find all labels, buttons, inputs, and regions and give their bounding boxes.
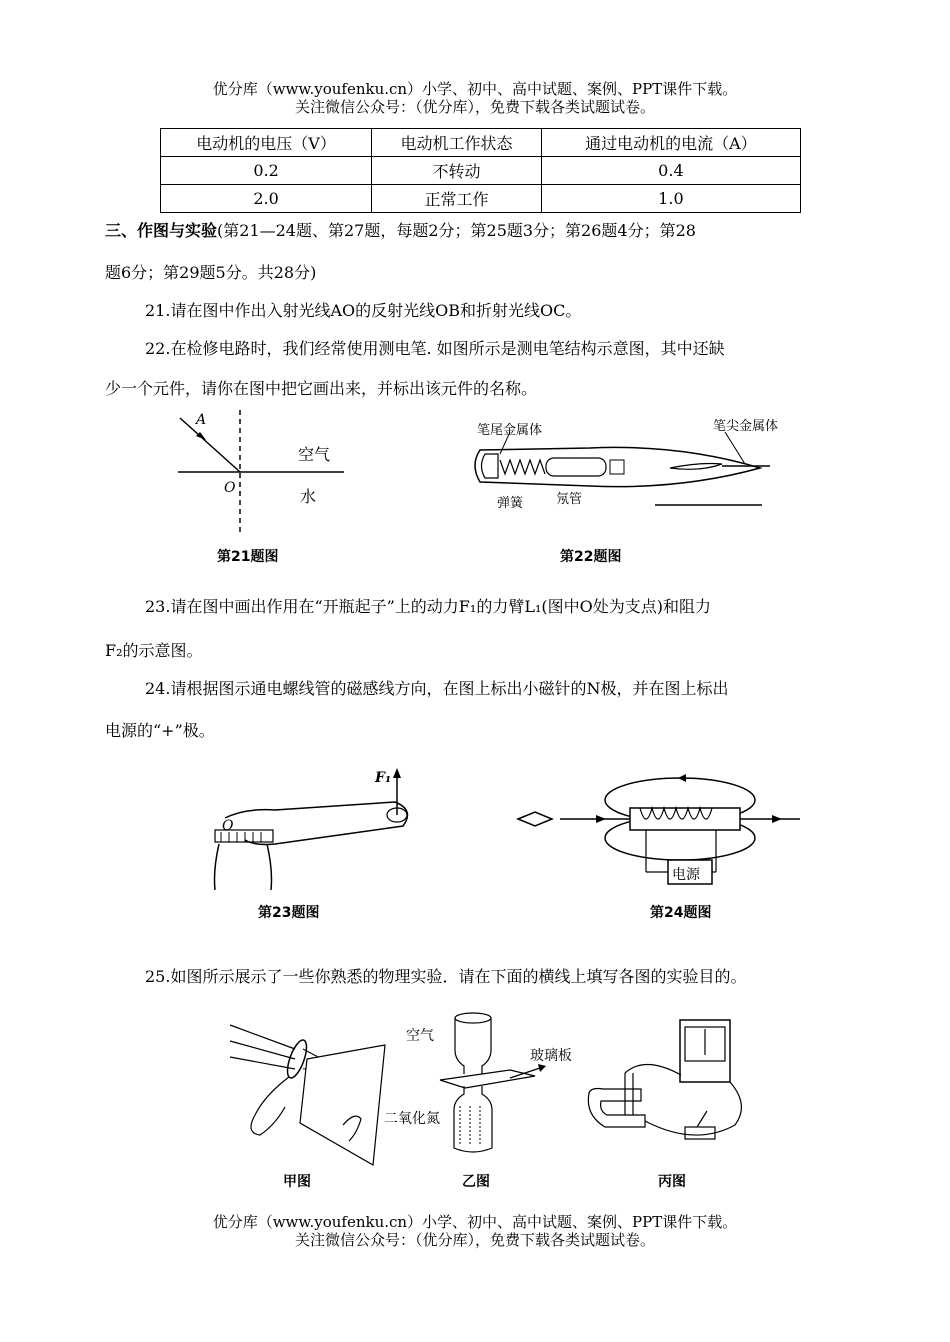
table-header-cell: 电动机的电压（V） [161, 129, 372, 157]
figure-21 [170, 410, 370, 540]
fig23-label-o: O [222, 818, 234, 834]
section-3-title: 三、作图与实验 [105, 221, 218, 240]
fig25-label-glass: 玻璃板 [530, 1048, 572, 1064]
motor-table [160, 128, 801, 213]
fig24-label-power: 电源 [672, 867, 700, 883]
footer-line-1: 优分库（www.youfenku.cn）小学、初中、高中试题、案例、PPT课件下载。 [212, 1213, 738, 1231]
fig25-caption-c: 丙图 [658, 1174, 686, 1190]
question-24-line-2: 电源的“+”极。 [105, 721, 215, 740]
figure-25-c [585, 1015, 755, 1155]
question-23-line-1: 23.请在图中画出作用在“开瓶起子”上的动力F₁的力臂L₁(图中O处为支点)和阻力 [145, 597, 711, 616]
fig21-label-o: O [224, 480, 236, 496]
table-cell: 不转动 [372, 157, 542, 185]
question-25: 25.如图所示展示了一些你熟悉的物理实验．请在下面的横线上填写各图的实验目的。 [145, 967, 747, 986]
table-cell: 0.2 [161, 157, 372, 185]
fig22-label-tail-metal: 笔尾金属体 [477, 423, 543, 438]
table-row [161, 185, 801, 213]
header-line-2: 关注微信公众号：（优分库），免费下载各类试题试卷。 [294, 98, 655, 116]
figure-24 [510, 760, 810, 895]
fig24-caption: 第24题图 [650, 905, 712, 921]
section-3-line-2: 题6分；第29题5分。共28分) [105, 263, 317, 282]
question-22-line-1: 22.在检修电路时，我们经常使用测电笔. 如图所示是测电笔结构示意图，其中还缺 [145, 339, 725, 358]
table-row [161, 157, 801, 185]
table-cell: 0.4 [541, 157, 800, 185]
fig25-label-air: 空气 [406, 1028, 434, 1044]
table-header-cell: 通过电动机的电流（A） [541, 129, 800, 157]
fig21-label-air: 空气 [298, 445, 331, 464]
fig22-caption: 第22题图 [560, 549, 622, 565]
figure-25-b [440, 1010, 560, 1155]
fig23-label-f1: F₁ [375, 770, 392, 786]
question-21: 21.请在图中作出入射光线AO的反射光线OB和折射光线OC。 [145, 301, 582, 320]
footer-line-2: 关注微信公众号：（优分库），免费下载各类试题试卷。 [294, 1231, 655, 1249]
fig22-label-neon: 氖管 [556, 492, 583, 507]
section-3-line-1 [105, 220, 850, 242]
question-24-line-1: 24.请根据图示通电螺线管的磁感线方向，在图上标出小磁针的N极，并在图上标出 [145, 679, 729, 698]
fig25-caption-b: 乙图 [462, 1174, 490, 1190]
question-22-line-2: 少一个元件，请你在图中把它画出来，并标出该元件的名称。 [105, 379, 538, 398]
table-header-cell: 电动机工作状态 [372, 129, 542, 157]
fig21-label-a: A [196, 412, 207, 428]
figure-23 [205, 760, 435, 895]
fig22-label-tip-metal: 笔尖金属体 [713, 419, 779, 434]
fig22-label-spring: 弹簧 [497, 496, 524, 511]
fig21-label-water: 水 [300, 487, 317, 506]
table-cell: 1.0 [541, 185, 800, 213]
table-cell: 正常工作 [372, 185, 542, 213]
fig23-caption: 第23题图 [258, 905, 320, 921]
header-line-1: 优分库（www.youfenku.cn）小学、初中、高中试题、案例、PPT课件下载。 [212, 80, 738, 98]
fig25-caption-a: 甲图 [283, 1174, 311, 1190]
table-cell: 2.0 [161, 185, 372, 213]
fig25-label-no2: 二氧化氮 [384, 1111, 440, 1127]
table-header-row [161, 129, 801, 157]
question-23-line-2: F₂的示意图。 [105, 641, 203, 660]
fig21-caption: 第21题图 [217, 549, 279, 565]
figure-25-a [225, 1015, 385, 1165]
section-3-desc: (第21—24题、第27题，每题2分；第25题3分；第26题4分；第28 [217, 221, 696, 240]
